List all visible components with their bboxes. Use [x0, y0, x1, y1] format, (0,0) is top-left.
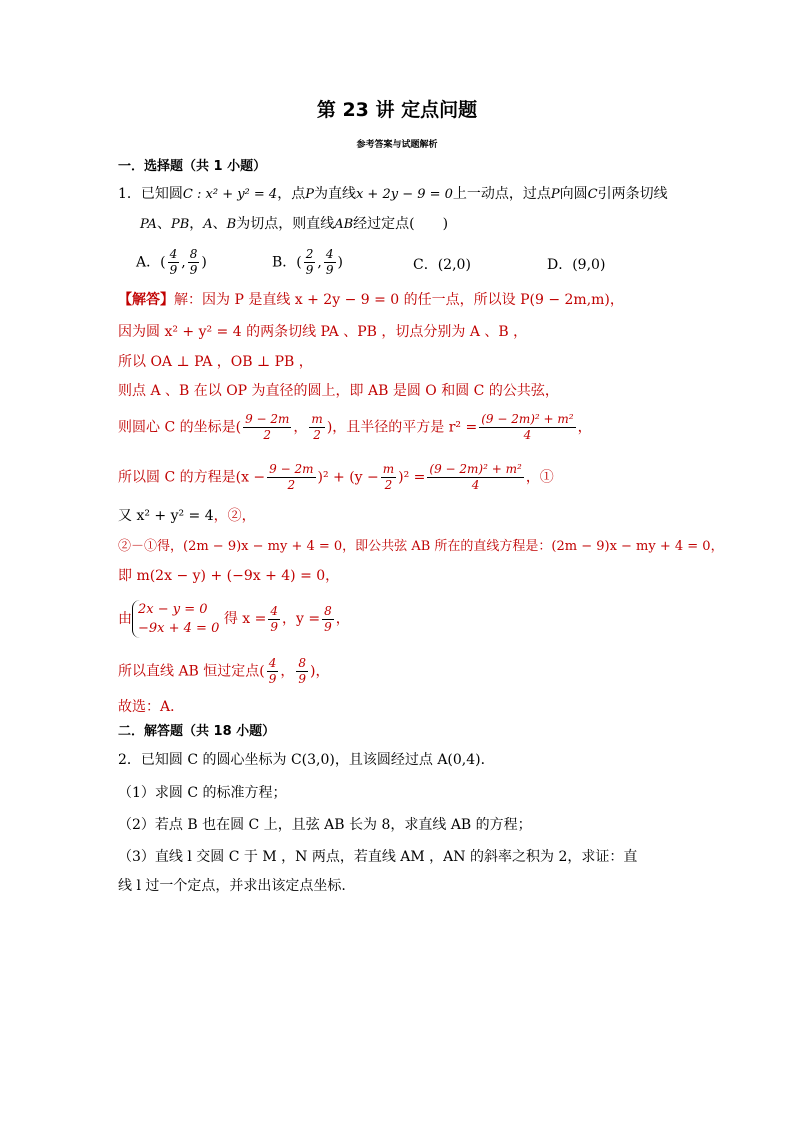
equation-system: [132, 600, 219, 638]
denominator: 2: [287, 478, 296, 492]
fraction: [188, 247, 200, 278]
numerator: 4: [325, 247, 334, 261]
fraction: [322, 604, 334, 635]
denominator: 9: [325, 263, 334, 277]
solution-line-3: 所以 OA ⊥ PA ，OB ⊥ PB ，: [118, 354, 313, 370]
solution-line-12: 故选：A．: [118, 699, 185, 715]
solution-line-4: 则点 A 、B 在以 OP 为直径的圆上，即 AB 是圆 O 和圆 C 的公共弦，: [118, 383, 559, 399]
text: 、: [212, 216, 227, 232]
text: ，点: [277, 186, 306, 202]
fraction: [168, 247, 180, 278]
text: )² + (y −: [317, 469, 379, 486]
denominator: 9: [324, 619, 332, 634]
page-subtitle: 参考答案与试题解析: [356, 140, 438, 150]
solution-line-2: 因为圆 x² + y² = 4 的两条切线 PA 、PB ，切点分别为 A 、B ，: [118, 324, 528, 340]
question-2-line-1: 2．已知圆 C 的圆心坐标为 C(3,0)，且该圆经过点 A(0,4)．: [118, 752, 495, 768]
answer-label: 【解答】: [118, 292, 174, 308]
section-heading-choice: 一．选择题（共 1 小题）: [118, 159, 267, 174]
denominator: 2: [263, 428, 272, 442]
text: ，: [189, 216, 204, 232]
text: 1．已知圆: [118, 186, 183, 202]
text: 为直线: [313, 186, 356, 202]
denominator: 4: [523, 428, 532, 442]
math-PB: PB: [170, 217, 190, 232]
fraction: [267, 462, 315, 493]
solution-line-7: [118, 506, 256, 526]
page-title: 第 23 讲 定点问题: [316, 99, 478, 121]
numerator: 9 − 2m: [269, 462, 314, 476]
text: 又 x² + y² = 4: [118, 508, 214, 524]
system-eq-2: −9x + 4 = 0: [138, 621, 220, 636]
text: )² =: [398, 469, 426, 486]
text: ，: [280, 663, 295, 680]
solution-line-11: [118, 656, 330, 687]
math-circle-eq: C : x² + y² = 4: [182, 187, 278, 202]
text: ，①: [525, 469, 554, 486]
option-b-label: B．: [272, 254, 297, 271]
denominator: 9: [169, 263, 178, 277]
fraction: [267, 656, 279, 687]
text: ，②，: [213, 508, 256, 524]
denominator: 9: [268, 672, 277, 686]
math-B: B: [226, 217, 237, 232]
denominator: 2: [313, 428, 321, 442]
numerator: 2: [305, 247, 314, 261]
solution-line-9: 即 m(2x − y) + (−9x + 4) = 0，: [118, 568, 340, 584]
question-2-part-3-cont: 线 l 过一个定点，并求出该定点坐标.: [118, 878, 346, 894]
system-eq-1: 2x − y = 0: [138, 602, 208, 617]
numerator: 4: [268, 656, 277, 670]
numerator: m: [311, 412, 323, 426]
solution-line-6: [118, 462, 554, 493]
numerator: 8: [324, 603, 332, 618]
text: ，y =: [281, 611, 321, 627]
denominator: 4: [471, 478, 480, 492]
section-heading-answer: 二．解答题（共 18 小题）: [118, 724, 276, 739]
text: 向圆: [559, 186, 588, 202]
math-PA: PA: [140, 217, 157, 232]
fraction: [304, 247, 316, 278]
text: 经过定点( ): [353, 216, 449, 232]
text: 所以圆 C 的方程是(x −: [118, 469, 266, 486]
text: 则圆心 C 的坐标是(: [118, 419, 242, 436]
text: 得 x =: [223, 611, 267, 627]
fraction: [268, 604, 280, 635]
text: )，且半径的平方是 r² =: [326, 419, 478, 436]
solution-line-8: ②－①得，(2m − 9)x − my + 4 = 0，即公共弦 AB 所在的直线方程是：(2m − 9)x − my + 4 = 0，: [118, 539, 724, 554]
fraction: [243, 412, 291, 443]
numerator: 8: [189, 247, 198, 261]
math-line-eq: x + 2y − 9 = 0: [355, 187, 453, 202]
numerator: 9 − 2m: [245, 412, 290, 426]
question-2-part-1: （1）求圆 C 的标准方程；: [118, 785, 287, 801]
text: 由: [118, 611, 132, 627]
numerator: (9 − 2m)² + m²: [429, 462, 522, 476]
fraction: [427, 462, 523, 493]
text: )，: [310, 663, 330, 680]
text: 为切点，则直线: [236, 216, 335, 232]
math-AB: AB: [334, 217, 354, 232]
text: 所以直线 AB 恒过定点(: [118, 663, 265, 680]
denominator: 9: [189, 263, 198, 277]
text: 解：因为 P 是直线 x + 2y − 9 = 0 的任一点，所以设 P(9 − 2m,m)，: [174, 292, 624, 308]
math-P: P: [550, 187, 560, 202]
option-d: D．(9,0): [547, 257, 606, 273]
text: 引两条切线: [597, 186, 668, 202]
text: 、: [156, 216, 171, 232]
fraction: [309, 412, 324, 443]
text: ，: [335, 611, 350, 627]
denominator: 9: [305, 263, 314, 277]
fraction: [381, 462, 396, 493]
denominator: 2: [384, 478, 393, 492]
math-P: P: [305, 187, 314, 202]
denominator: 9: [270, 619, 278, 634]
fraction: [479, 412, 575, 443]
solution-line-10: [118, 600, 350, 638]
numerator: 4: [270, 603, 278, 618]
option-a: A．( $\frac{4}{9}$ , $\frac{8}{9}$ ): [136, 247, 207, 277]
numerator: 4: [169, 247, 178, 261]
solution-line-1: [118, 290, 624, 310]
question-1-line-2: [140, 214, 448, 235]
numerator: (9 − 2m)² + m²: [481, 412, 574, 426]
text: ，: [577, 419, 592, 436]
option-c: C．(2,0): [413, 257, 471, 273]
math-A: A: [203, 217, 213, 232]
option-a-label: A．: [136, 254, 161, 271]
numerator: m: [382, 462, 395, 476]
math-C: C: [587, 187, 598, 202]
denominator: 9: [298, 672, 307, 686]
fraction: [296, 656, 308, 687]
fraction: [324, 247, 336, 278]
question-2-part-2: （2）若点 B 也在圆 C 上，且弦 AB 长为 8，求直线 AB 的方程；: [118, 817, 532, 833]
numerator: 8: [298, 656, 307, 670]
question-1-line-1: [118, 184, 668, 205]
text: 上一动点，过点: [452, 186, 551, 202]
solution-line-5: [118, 412, 592, 443]
option-b: B．( $\frac{2}{9}$ , $\frac{4}{9}$ ): [272, 247, 343, 277]
question-2-part-3: （3）直线 l 交圆 C 于 M ，N 两点，若直线 AM ，AN 的斜率之积为 2，求证：直: [118, 849, 638, 865]
text: ，: [293, 419, 308, 436]
